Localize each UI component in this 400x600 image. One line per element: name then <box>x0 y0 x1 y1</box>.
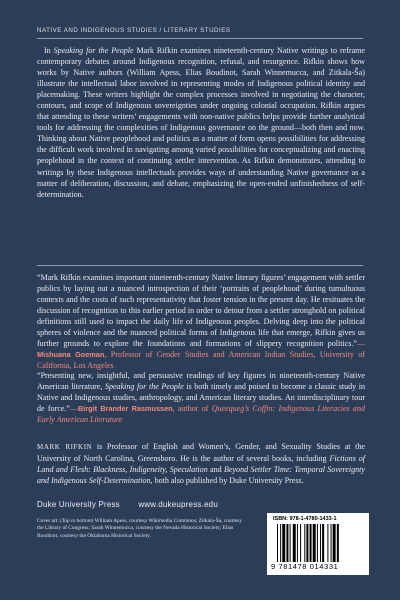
barcode-bars <box>277 524 359 562</box>
publisher-url: www.dukeupress.edu <box>138 500 218 509</box>
bio-text: is Professor of English and Women’s, Gender, and Sexuality Studies at the University of North Carolina, Greensboro. He is the author of several books, including <box>37 442 365 464</box>
endorsement-rasmussen <box>37 370 365 425</box>
divider <box>37 38 363 39</box>
endorser-name: Birgit Brander Rasmussen <box>78 404 173 414</box>
isbn-label: ISBN: 978-1-4780-1433-1 <box>273 516 337 522</box>
divider <box>37 265 363 266</box>
credits-text: ) William Apess, courtesy Wikimedia Commons; Zitkala-Ša, courtesy the Library of Congress; Sarah Winnemucca, courtesy the Nevada Historical Society; Elias Boudinot, courtesy the Oklahoma Historical Society. <box>37 518 243 539</box>
credits-text: Cover art: ( <box>37 518 62 524</box>
endorser-name: Mishuana Goeman <box>37 350 105 360</box>
description-text: Mark Rifkin examines nineteenth-century Native writings to reframe contemporary debates around Indigenous recognition, refusal, and resurgence. Rifkin shows how works by Native authors (William Apess, Elias Boudinot, Sarah Winnemucca, and Zitkala-Ša) illustrate the intellectual labor involved in representing modes of Indigenous political identity and placemaking. These writers highlight the complex processes involved in negotiating the character, contours, and scope of Indigenous sovereignties under ongoing colonial occupation. Rifkin argues that attending to these writers’ engagements with non-native publics helps provide further analytical tools for addressing the complexities of Indigenous governance on the ground—both then and now. Thinking about Native peoplehood and politics as a matter of form opens possibilities for addressing the difficult work involved in navigating among varied possibilities for conceptualizing and enacting peoplehood in the context of continuing settler intervention. As Rifkin demonstrates, attending to writings by these Indigenous intellectuals provides ways of understanding Native governance as a matter of deliberation, discussion, and debate, emphasizing the open-ended unfinishedness of self-determination. <box>37 46 365 199</box>
book-description <box>37 45 365 200</box>
endorsement-quote: is both timely and poised to become a classic study in Native and Indigenous studies, anthropology, and American literary studies. An interdisciplinary tour de force.” <box>37 382 365 414</box>
endorsement-quote: “Presenting new, insightful, and persuasive readings of key figures in nineteenth-century Native American literature, <box>37 371 365 392</box>
bio-text: and <box>207 465 224 475</box>
author-bio <box>37 441 365 486</box>
author-book: Beyond Settler Time: Temporal Sovereignty and Indigenous Self-Determination <box>37 465 365 486</box>
author-name: MARK RIFKIN <box>37 443 93 451</box>
book-title: Speaking for the People <box>53 46 134 55</box>
dash: — <box>69 404 79 414</box>
endorsement-goeman <box>37 272 365 371</box>
book-title: Speaking for the People <box>104 382 184 392</box>
barcode <box>267 513 369 575</box>
endorser-affiliation: , Professor of Gender Studies and American Indian Studies, University of California, Los Angeles <box>37 350 366 371</box>
publisher-name: Duke University Press <box>37 500 120 509</box>
cover-art-credits <box>37 518 247 540</box>
description-text: In <box>44 46 54 55</box>
endorser-book: Queequeg’s Coffin: Indigenous Literacies and Early American Literature <box>37 404 365 425</box>
credits-text: Top to bottom <box>61 518 92 524</box>
dash: — <box>356 339 365 349</box>
endorsement-quote: “Mark Rifkin examines important nineteenth-century Native literary figures’ engagement with settler publics by laying out a nuanced introspection of their ‘portraits of peoplehood’ during tumultuous contexts and the costs of such representativity that foster tension in the present day. He resituates the discussion of recognition to this earlier period in order to detour from a settler stronghold on political definitions still used to impact the daily life of Indigenous peoples. Delving deep into the political spheres of violence and the nuanced political forms of Indigenous life that emerge, Rifkin gives us further grounds to explore the foundations and formations of slippery recognition politics.” <box>37 273 365 349</box>
barcode-number: 9 781478 014331 <box>271 562 339 571</box>
publisher-line <box>37 500 234 509</box>
endorser-affiliation: , author of <box>172 404 212 414</box>
bio-text: , both also published by Duke University Press. <box>150 476 304 486</box>
author-book: Fictions of Land and Flesh: Blackness, Indigeneity, Speculation <box>37 454 365 475</box>
series-category: NATIVE AND INDIGENOUS STUDIES / LITERARY STUDIES <box>37 27 231 34</box>
